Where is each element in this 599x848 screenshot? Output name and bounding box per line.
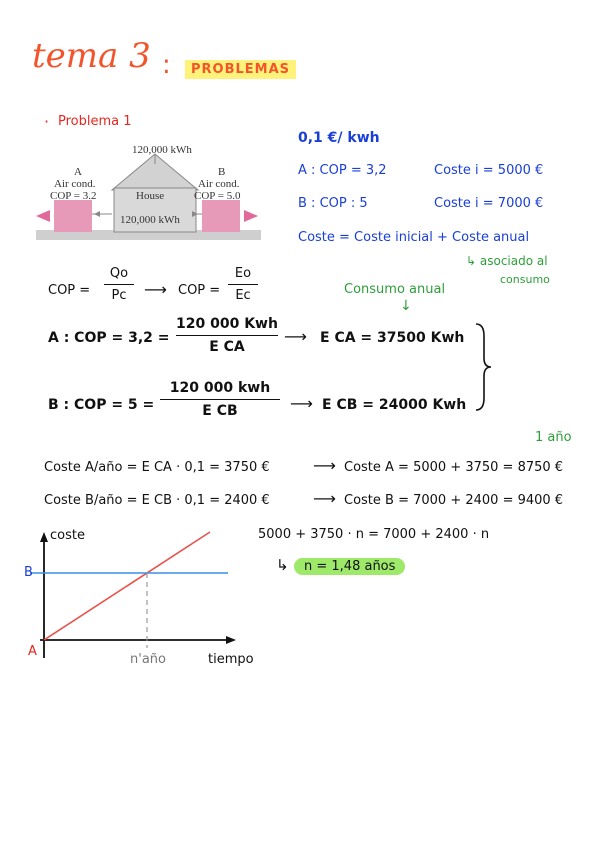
cost-formula: Coste = Coste inicial + Coste anual — [298, 230, 530, 245]
a-cop: A : COP = 3,2 — [298, 163, 387, 178]
diagram-bottom-energy: 120,000 kWh — [120, 214, 180, 226]
diagram-house-label: House — [136, 190, 165, 202]
b-initial-cost: Coste i = 7000 € — [434, 196, 544, 211]
calc-a-arrow: ⟶ — [284, 327, 307, 346]
a-initial-cost: Coste i = 5000 € — [434, 163, 544, 178]
page-subtitle: PROBLEMAS — [185, 60, 296, 79]
graph-x-tick: n'año — [130, 652, 166, 667]
diagram-b-letter: B — [218, 166, 226, 178]
note-line2: consumo — [500, 273, 550, 286]
calc-b-den: E CB — [202, 403, 238, 419]
annual-b-total: Coste B = 7000 + 2400 = 9400 € — [344, 493, 564, 508]
diagram-b-line2: COP = 5.0 — [194, 190, 241, 202]
graph-y-label: coste — [50, 528, 85, 543]
b-cop: B : COP : 5 — [298, 196, 368, 211]
cop-eq-lhs: COP = — [48, 283, 91, 298]
annual-a-arrow: ⟶ — [313, 456, 336, 475]
calc-b-fraction — [160, 380, 280, 419]
cop-fraction-q — [104, 266, 134, 303]
cop-fraction-e — [228, 266, 258, 303]
diagram-a-line1: Air cond. — [54, 178, 96, 190]
diagram-a-line2: COP = 3.2 — [50, 190, 97, 202]
diagram-top-energy: 120,000 kWh — [132, 144, 192, 156]
diagram-b-line1: Air cond. — [198, 178, 240, 190]
annual-b-line: Coste B/año = E CB · 0,1 = 2400 € — [44, 493, 270, 508]
break-even-result: n = 1,48 años — [294, 558, 405, 575]
graph-label-a: A — [28, 644, 37, 659]
problem-label: Problema 1 — [58, 114, 132, 129]
cop-eq-arrow: ⟶ — [144, 280, 167, 299]
cop-fraction-e-den: Ec — [235, 288, 251, 303]
cop-fraction-e-num: Eo — [234, 266, 252, 281]
title-colon: : — [162, 50, 171, 80]
calc-b-num: 120 000 kwh — [169, 380, 271, 396]
problem-bullet: · — [44, 112, 50, 131]
cost-time-graph — [30, 530, 240, 670]
cop-fraction-q-num: Qo — [109, 266, 129, 281]
calc-a-lhs: A : COP = 3,2 = — [48, 330, 170, 346]
price-per-kwh: 0,1 €/ kwh — [298, 130, 380, 146]
page-title: tema 3 — [32, 36, 151, 76]
note-line1: ↳ asociado al — [466, 254, 548, 268]
year-note: 1 año — [535, 430, 572, 445]
x-axis-arrow — [226, 636, 236, 644]
y-axis-arrow — [40, 532, 48, 542]
annual-a-line: Coste A/año = E CA · 0,1 = 3750 € — [44, 460, 270, 475]
result-arrow: ↳ — [276, 556, 289, 574]
break-even-equation: 5000 + 3750 · n = 7000 + 2400 · n — [258, 527, 490, 542]
cop-fraction-q-den: Pc — [111, 288, 127, 303]
calc-b-result: E CB = 24000 Kwh — [322, 397, 467, 413]
calc-b-arrow: ⟶ — [290, 394, 313, 413]
graph-x-label: tiempo — [208, 652, 254, 667]
consumo-label: Consumo anual — [344, 282, 446, 297]
annual-a-total: Coste A = 5000 + 3750 = 8750 € — [344, 460, 564, 475]
right-brace — [472, 322, 494, 412]
calc-a-result: E CA = 37500 Kwh — [320, 330, 465, 346]
diagram-a-letter: A — [74, 166, 82, 178]
consumo-arrow: ↓ — [400, 298, 412, 314]
annual-b-arrow: ⟶ — [313, 489, 336, 508]
calc-b-lhs: B : COP = 5 = — [48, 397, 155, 413]
graph-label-b: B — [24, 565, 33, 580]
air-conditioner-diagram — [36, 142, 261, 246]
calc-a-fraction — [176, 316, 278, 355]
cop-eq-mid: COP = — [178, 283, 221, 298]
calc-a-num: 120 000 Kwh — [176, 316, 278, 332]
line-a — [44, 532, 210, 640]
calc-a-den: E CA — [209, 339, 245, 355]
